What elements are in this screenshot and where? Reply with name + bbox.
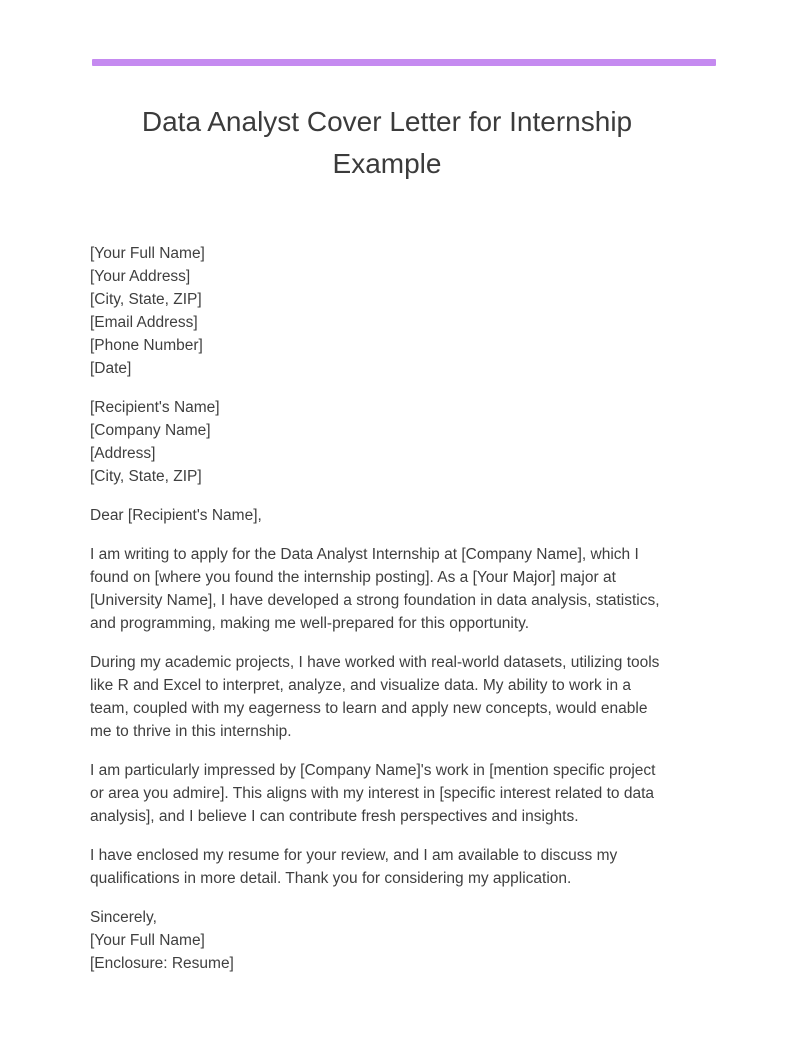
paragraph-line: like R and Excel to interpret, analyze, and visualize data. My ability to work in a [90, 677, 632, 694]
paragraph-line: I have enclosed my resume for your review, and I am available to discuss my [90, 847, 618, 864]
cover-letter [90, 242, 690, 991]
paragraph-line: me to thrive in this internship. [90, 723, 292, 740]
paragraph-line: During my academic projects, I have worked with real-world datasets, utilizing tools [90, 654, 660, 671]
paragraph-line: or area you admire]. This aligns with my interest in [specific interest related to data [90, 785, 655, 802]
page-title: Data Analyst Cover Letter for Internship Example [141, 106, 633, 179]
body-paragraph-1 [90, 543, 690, 635]
recipient-address: [Address] [90, 445, 156, 462]
accent-bar [92, 59, 716, 66]
sender-block [90, 242, 690, 380]
paragraph-line: found on [where you found the internship posting]. As a [Your Major] major at [90, 569, 616, 586]
paragraph-line: I am particularly impressed by [Company Name]'s work in [mention specific project [90, 762, 656, 779]
body-paragraph-3 [90, 759, 690, 828]
body-paragraph-4 [90, 844, 690, 890]
paragraph-line: qualifications in more detail. Thank you for considering my application. [90, 870, 572, 887]
salutation [90, 504, 690, 527]
closing-block [90, 906, 690, 975]
paragraph-line: [University Name], I have developed a strong foundation in data analysis, statistics, [90, 592, 660, 609]
sender-email: [Email Address] [90, 314, 198, 331]
sign-off: Sincerely, [90, 909, 157, 926]
sender-city-state-zip: [City, State, ZIP] [90, 291, 202, 308]
letter-date: [Date] [90, 360, 132, 377]
recipient-city-state-zip: [City, State, ZIP] [90, 468, 202, 485]
sender-phone: [Phone Number] [90, 337, 203, 354]
body-paragraph-2 [90, 651, 690, 743]
signature-name: [Your Full Name] [90, 932, 205, 949]
sender-address: [Your Address] [90, 268, 191, 285]
enclosure-note: [Enclosure: Resume] [90, 955, 234, 972]
recipient-name: [Recipient's Name] [90, 399, 220, 416]
recipient-company: [Company Name] [90, 422, 211, 439]
paragraph-line: analysis], and I believe I can contribute fresh perspectives and insights. [90, 808, 579, 825]
salutation-text: Dear [Recipient's Name], [90, 507, 262, 524]
sender-name: [Your Full Name] [90, 245, 205, 262]
recipient-block [90, 396, 690, 488]
paragraph-line: team, coupled with my eagerness to learn and apply new concepts, would enable [90, 700, 648, 717]
paragraph-line: and programming, making me well-prepared for this opportunity. [90, 615, 530, 632]
paragraph-line: I am writing to apply for the Data Analyst Internship at [Company Name], which I [90, 546, 639, 563]
